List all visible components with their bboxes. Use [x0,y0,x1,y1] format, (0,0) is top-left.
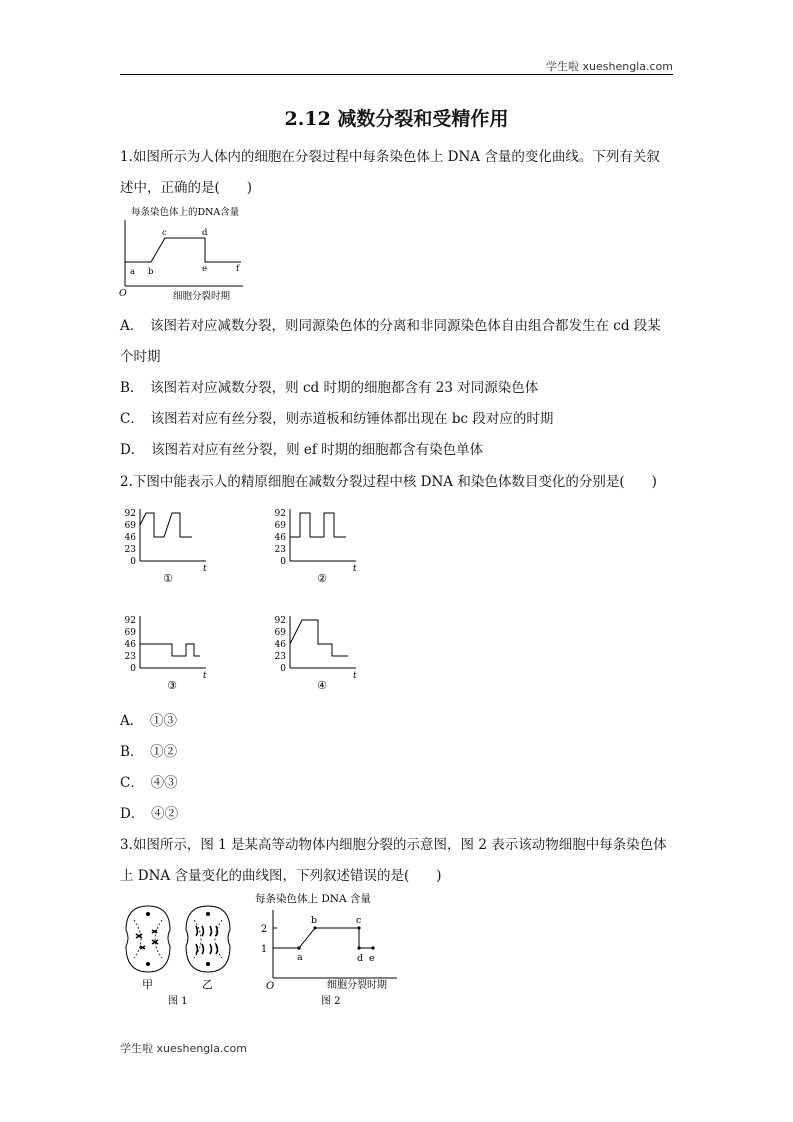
fig2-curve [299,928,373,948]
q2-p2-xlabel: t [353,564,357,574]
q2-option-b: B． ①② [120,744,178,760]
q1-curve [125,238,241,262]
q2-p2-ytick-0: 0 [280,557,286,567]
q2-panel-3 [118,612,218,694]
q2-p1-caption: ① [163,572,173,585]
q2-p4-ytick-92: 92 [274,616,286,626]
q1-figure [115,200,255,304]
fig2-point-c: c [356,915,362,926]
fig2-point-e: e [369,953,375,964]
q2-p1-curve [140,513,192,537]
q2-p3-ytick-69: 69 [124,628,136,638]
q1-ylabel: 每条染色体上的DNA含量 [131,207,240,218]
q2-p2-caption: ② [317,572,327,585]
q1-origin: O [119,288,127,299]
q1-stem-line2: 述中，正确的是( ) [120,180,253,196]
page-footer: 学生啦 xueshengla.com [120,1042,247,1055]
q2-p1-ytick-92: 92 [124,509,136,519]
q2-panel-2 [268,505,368,587]
fig2-ytick-1: 1 [260,944,268,955]
q2-p2-ytick-23: 23 [274,545,286,555]
q2-p4-caption: ④ [317,679,327,692]
q2-panel-4 [268,612,368,694]
q1-point-d: d [202,228,208,238]
fig2-point-b: b [311,915,318,926]
q2-p3-ytick-46: 46 [124,640,136,650]
q2-p4-ytick-0: 0 [280,664,286,674]
q2-p4-ytick-23: 23 [274,652,286,662]
q3-figure-2 [255,888,415,1013]
figure-2-caption: 图 2 [321,996,341,1007]
q1-xlabel: 细胞分裂时期 [173,291,231,302]
cell-jia-label: 甲 [142,978,153,991]
q1-option-a-line1: A． 该图若对应减数分裂，则同源染色体的分离和非同源染色体自由组合都发生在 cd 段某 [120,318,661,334]
q1-option-b: B． 该图若对应减数分裂，则 cd 时期的细胞都含有 23 对同源染色体 [120,380,539,396]
q2-p4-ytick-46: 46 [274,640,286,650]
q2-option-c: C． ④③ [120,775,178,791]
q2-p2-ytick-69: 69 [274,521,286,531]
q2-p4-ytick-69: 69 [274,628,286,638]
q2-p1-ytick-69: 69 [124,521,136,531]
fig2-xlabel: 细胞分裂时期 [327,980,387,991]
q2-p3-ytick-92: 92 [124,616,136,626]
q3-stem-line1: 3.如图所示，图 1 是某高等动物体内细胞分裂的示意图，图 2 表示该动物细胞中每条染色体 [120,837,667,853]
q1-point-f: f [236,264,240,274]
q1-option-d: D． 该图若对应有丝分裂，则 ef 时期的细胞都含有染色单体 [120,442,484,458]
q2-p4-curve [290,620,348,656]
q1-point-a: a [130,267,136,277]
q2-panel-1 [118,505,218,587]
q2-p1-ytick-0: 0 [130,557,136,567]
fig2-point-a: a [297,952,303,963]
q2-p2-curve [290,513,346,537]
q2-p1-ytick-23: 23 [124,545,136,555]
q2-option-d: D． ④② [120,806,179,822]
page-header: 学生啦 xueshengla.com [546,60,673,73]
cell-jia-drawing [126,906,170,972]
q1-point-e: e [202,264,208,274]
q2-p3-caption: ③ [167,679,177,692]
q2-p3-ytick-23: 23 [124,652,136,662]
q2-p1-ytick-46: 46 [124,533,136,543]
fig2-ytick-2: 2 [260,924,268,935]
figure-1-caption: 图 1 [168,996,188,1007]
q2-p4-xlabel: t [353,671,357,681]
fig2-ylabel: 每条染色体上 DNA 含量 [255,893,371,905]
q1-option-a-line2: 个时期 [120,349,161,365]
q2-p3-ytick-0: 0 [130,664,136,674]
q2-p2-ytick-92: 92 [274,509,286,519]
fig2-point-d: d [357,953,364,964]
page-title: 2.12 减数分裂和受精作用 [284,108,509,130]
q1-point-c: c [162,228,167,238]
q2-p1-xlabel: t [203,564,207,574]
q3-figure-1 [118,900,243,1008]
q2-option-a: A． ①③ [120,713,177,729]
q1-option-c: C． 该图若对应有丝分裂，则赤道板和纺锤体都出现在 bc 段对应的时期 [120,411,554,427]
q2-stem: 2.下图中能表示人的精原细胞在减数分裂过程中核 DNA 和染色体数目变化的分别是( ) [120,474,657,490]
q3-stem-line2: 上 DNA 含量变化的曲线图，下列叙述错误的是( ) [120,868,442,884]
header-rule [120,74,673,75]
q1-stem-line1: 1.如图所示为人体内的细胞在分裂过程中每条染色体上 DNA 含量的变化曲线。下列有关叙 [120,149,660,165]
q2-p2-ytick-46: 46 [274,533,286,543]
cell-yi-drawing [186,906,230,972]
cell-yi-label: 乙 [202,978,213,991]
q2-p3-xlabel: t [203,671,207,681]
q1-point-b: b [148,267,154,277]
q2-p3-curve [140,644,200,656]
fig2-origin: O [266,981,275,992]
